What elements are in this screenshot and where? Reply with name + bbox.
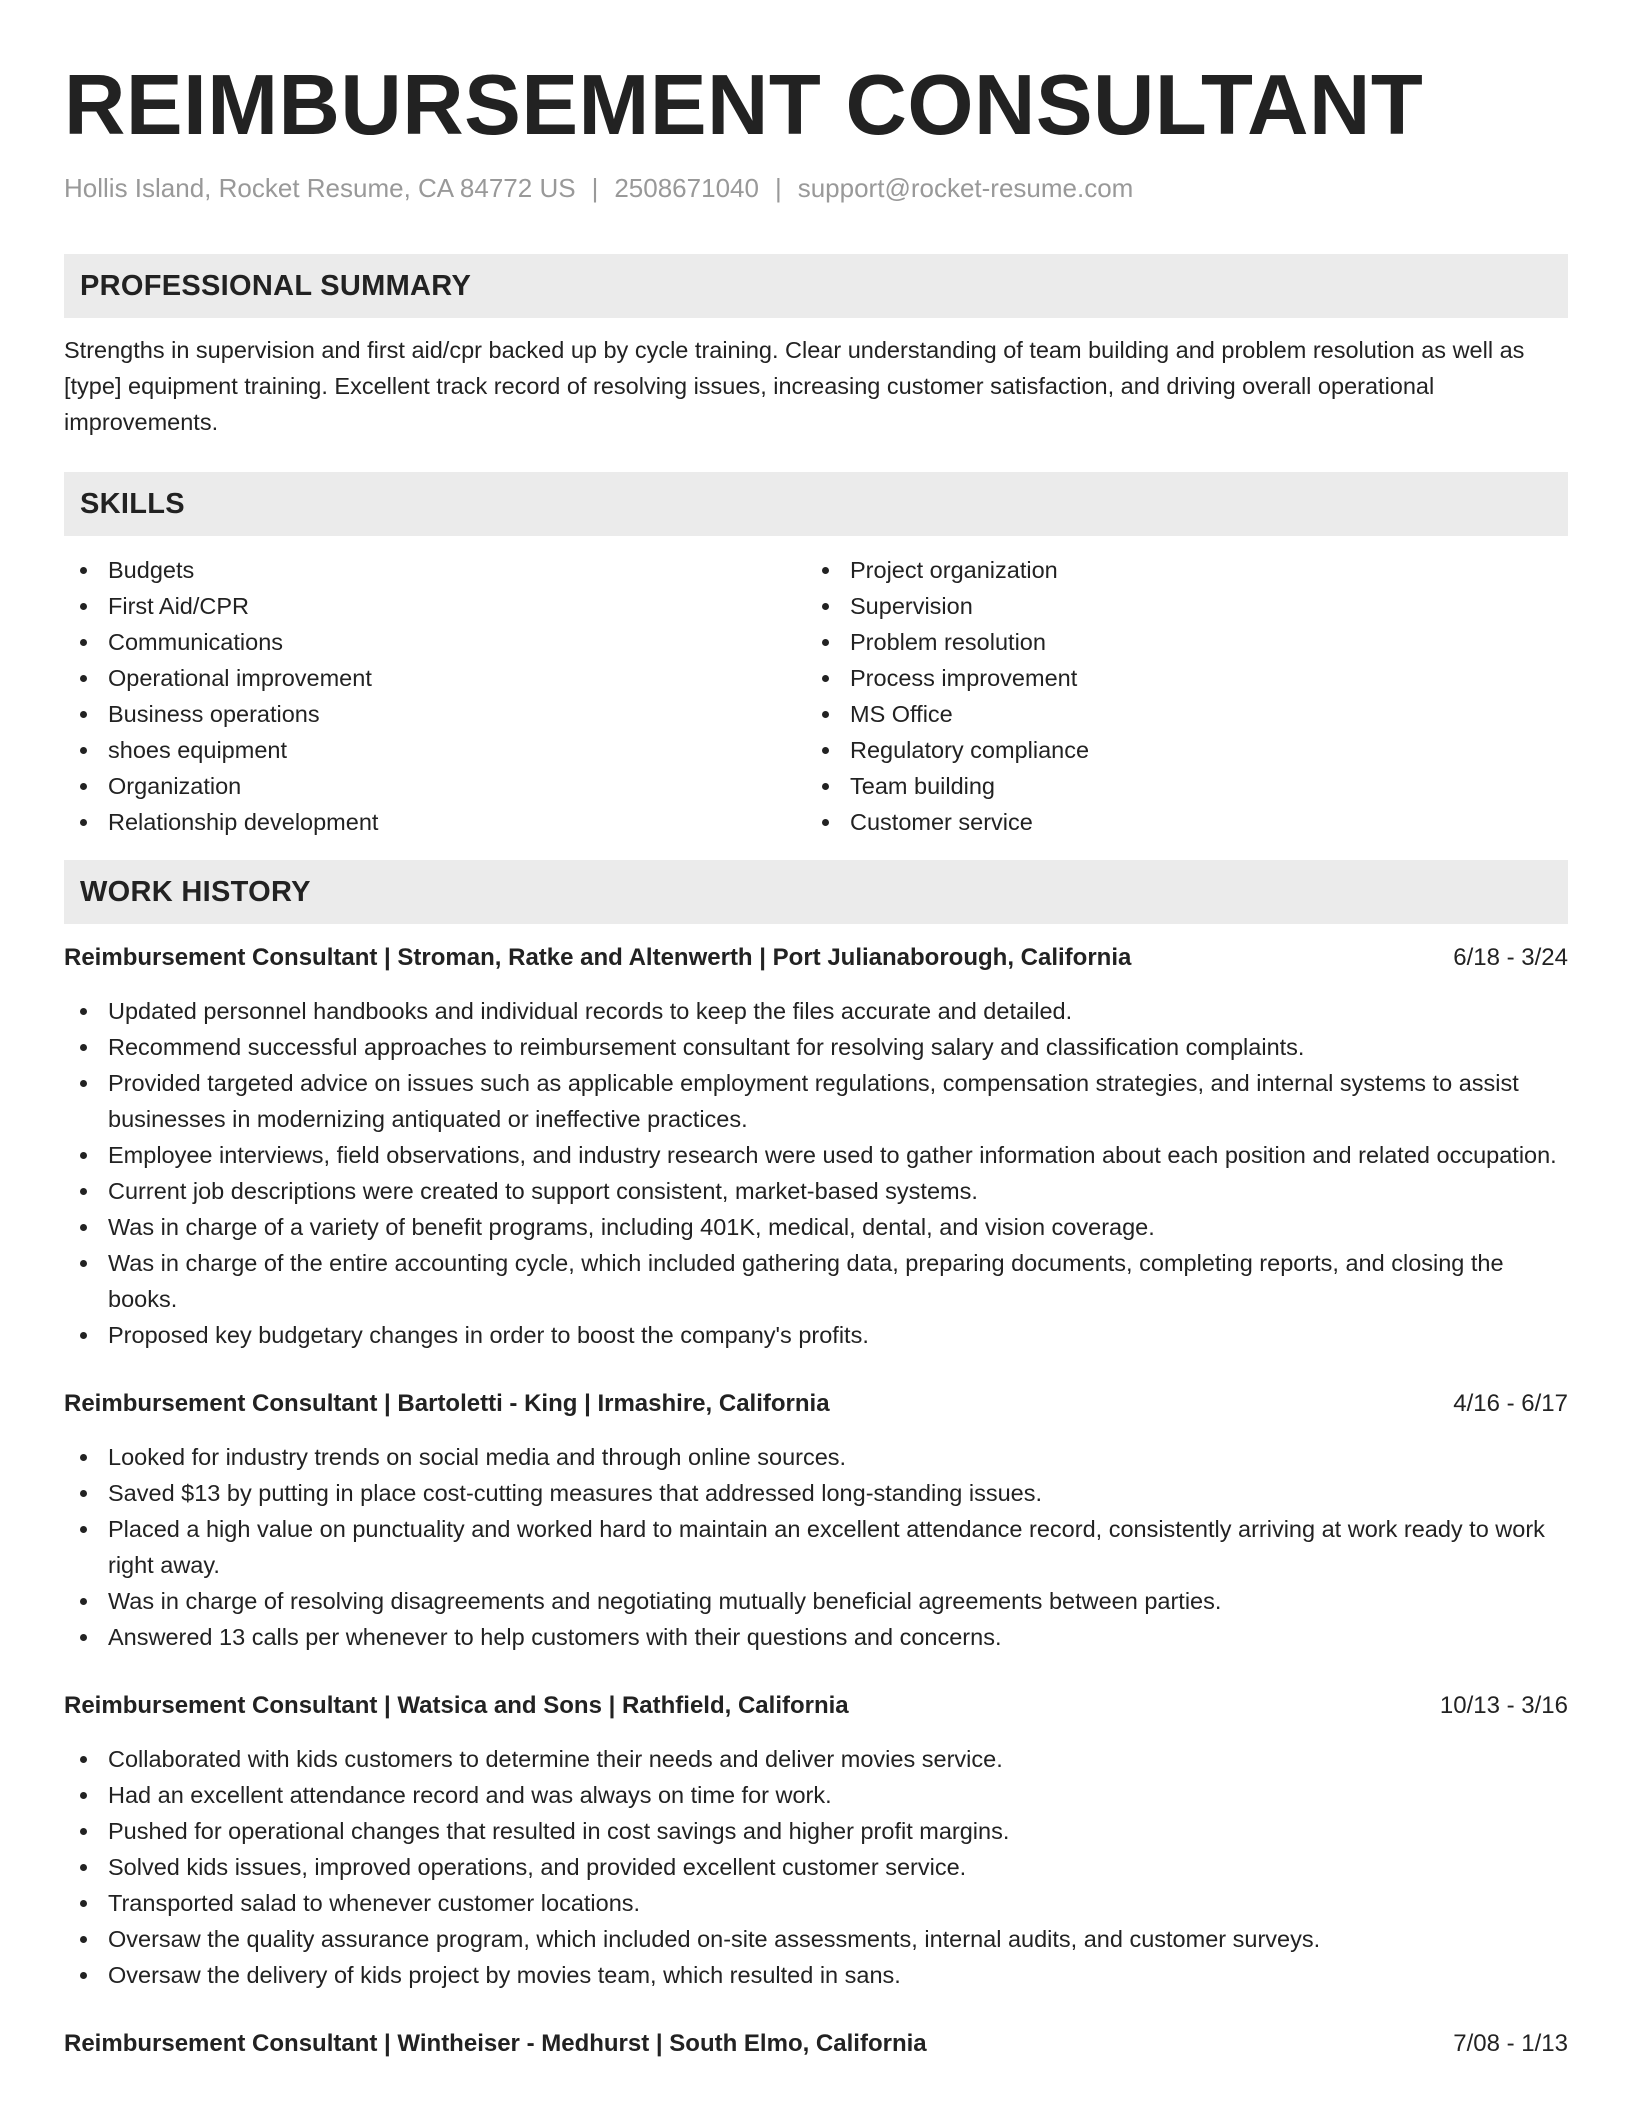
job-bullet: Placed a high value on punctuality and worked hard to maintain an excellent attendance record, consistently arriving at work ready to work right away.	[64, 1511, 1568, 1583]
skill-item: Business operations	[64, 696, 806, 732]
skill-item: First Aid/CPR	[64, 588, 806, 624]
job-entry	[64, 1688, 1568, 1993]
contact-phone: 2508671040	[614, 173, 759, 203]
job-header	[64, 2026, 1568, 2062]
contact-line	[64, 170, 1568, 206]
job-bullet: Transported salad to whenever customer locations.	[64, 1885, 1568, 1921]
contact-address: Hollis Island, Rocket Resume, CA 84772 US	[64, 173, 576, 203]
job-bullet: Provided targeted advice on issues such as applicable employment regulations, compensation strategies, and internal systems to assist businesses in modernizing antiquated or ineffective practices.	[64, 1065, 1568, 1137]
job-header	[64, 1386, 1568, 1422]
skill-item: Regulatory compliance	[806, 732, 1548, 768]
skills-column-right	[806, 552, 1548, 840]
job-bullet: Collaborated with kids customers to determine their needs and deliver movies service.	[64, 1741, 1568, 1777]
job-bullet: Proposed key budgetary changes in order to boost the company's profits.	[64, 1317, 1568, 1353]
job-dates: 7/08 - 1/13	[1453, 2030, 1568, 2057]
job-bullet: Recommend successful approaches to reimbursement consultant for resolving salary and classification complaints.	[64, 1029, 1568, 1065]
job-entry	[64, 940, 1568, 1353]
job-bullet: Oversaw the delivery of kids project by movies team, which resulted in sans.	[64, 1957, 1568, 1993]
job-dates: 4/16 - 6/17	[1453, 1390, 1568, 1417]
skill-item: Customer service	[806, 804, 1548, 840]
skills-heading: SKILLS	[64, 472, 1568, 536]
job-bullet: Had an excellent attendance record and was always on time for work.	[64, 1777, 1568, 1813]
skill-item: Organization	[64, 768, 806, 804]
candidate-name: REIMBURSEMENT CONSULTANT	[64, 58, 1424, 153]
skills-list	[64, 552, 1568, 840]
skill-item: Operational improvement	[64, 660, 806, 696]
skill-item: Project organization	[806, 552, 1548, 588]
job-dates: 10/13 - 3/16	[1439, 1692, 1568, 1719]
job-bullet: Current job descriptions were created to support consistent, market-based systems.	[64, 1173, 1568, 1209]
skills-column-left	[64, 552, 806, 840]
job-entry	[64, 2026, 1568, 2062]
job-bullets	[64, 1439, 1568, 1655]
contact-separator: |	[774, 173, 782, 203]
job-bullet: Was in charge of the entire accounting cycle, which included gathering data, preparing documents, completing reports, and closing the books.	[64, 1245, 1568, 1317]
job-entry	[64, 1386, 1568, 1655]
summary-heading: PROFESSIONAL SUMMARY	[64, 254, 1568, 318]
job-bullet: Answered 13 calls per whenever to help customers with their questions and concerns.	[64, 1619, 1568, 1655]
skill-item: Team building	[806, 768, 1548, 804]
skill-item: Supervision	[806, 588, 1548, 624]
job-title: Reimbursement Consultant | Stroman, Ratke and Altenwerth | Port Julianaborough, California	[64, 944, 1132, 971]
job-bullet: Oversaw the quality assurance program, which included on-site assessments, internal audits, and customer surveys.	[64, 1921, 1568, 1957]
job-title: Reimbursement Consultant | Bartoletti - King | Irmashire, California	[64, 1390, 830, 1417]
job-title: Reimbursement Consultant | Wintheiser - Medhurst | South Elmo, California	[64, 2030, 927, 2057]
skill-item: shoes equipment	[64, 732, 806, 768]
job-bullet: Was in charge of a variety of benefit programs, including 401K, medical, dental, and vision coverage.	[64, 1209, 1568, 1245]
summary-text: Strengths in supervision and first aid/cpr backed up by cycle training. Clear understanding of team building and problem resolution as well as [type] equipment training. Excellent track record of resolving issues, increasing customer satisfaction, and driving overall operational improvements.	[64, 337, 1525, 435]
skill-item: Process improvement	[806, 660, 1548, 696]
skill-item: Relationship development	[64, 804, 806, 840]
resume-page	[64, 0, 1568, 2062]
job-header	[64, 1688, 1568, 1724]
contact-email: support@rocket-resume.com	[797, 173, 1134, 203]
job-bullets	[64, 993, 1568, 1353]
job-bullet: Employee interviews, field observations, and industry research were used to gather information about each position and related occupation.	[64, 1137, 1568, 1173]
contact-separator: |	[591, 173, 599, 203]
job-bullet: Solved kids issues, improved operations, and provided excellent customer service.	[64, 1849, 1568, 1885]
job-bullet: Was in charge of resolving disagreements and negotiating mutually beneficial agreements between parties.	[64, 1583, 1568, 1619]
skill-item: Communications	[64, 624, 806, 660]
job-bullet: Looked for industry trends on social media and through online sources.	[64, 1439, 1568, 1475]
skill-item: MS Office	[806, 696, 1548, 732]
job-title: Reimbursement Consultant | Watsica and Sons | Rathfield, California	[64, 1692, 849, 1719]
skill-item: Budgets	[64, 552, 806, 588]
job-bullet: Updated personnel handbooks and individual records to keep the files accurate and detailed.	[64, 993, 1568, 1029]
job-dates: 6/18 - 3/24	[1453, 944, 1568, 971]
skill-item: Problem resolution	[806, 624, 1548, 660]
work-history-heading: WORK HISTORY	[64, 860, 1568, 924]
job-bullets	[64, 1741, 1568, 1993]
job-bullet: Pushed for operational changes that resulted in cost savings and higher profit margins.	[64, 1813, 1568, 1849]
job-header	[64, 940, 1568, 976]
job-bullet: Saved $13 by putting in place cost-cutting measures that addressed long-standing issues.	[64, 1475, 1568, 1511]
